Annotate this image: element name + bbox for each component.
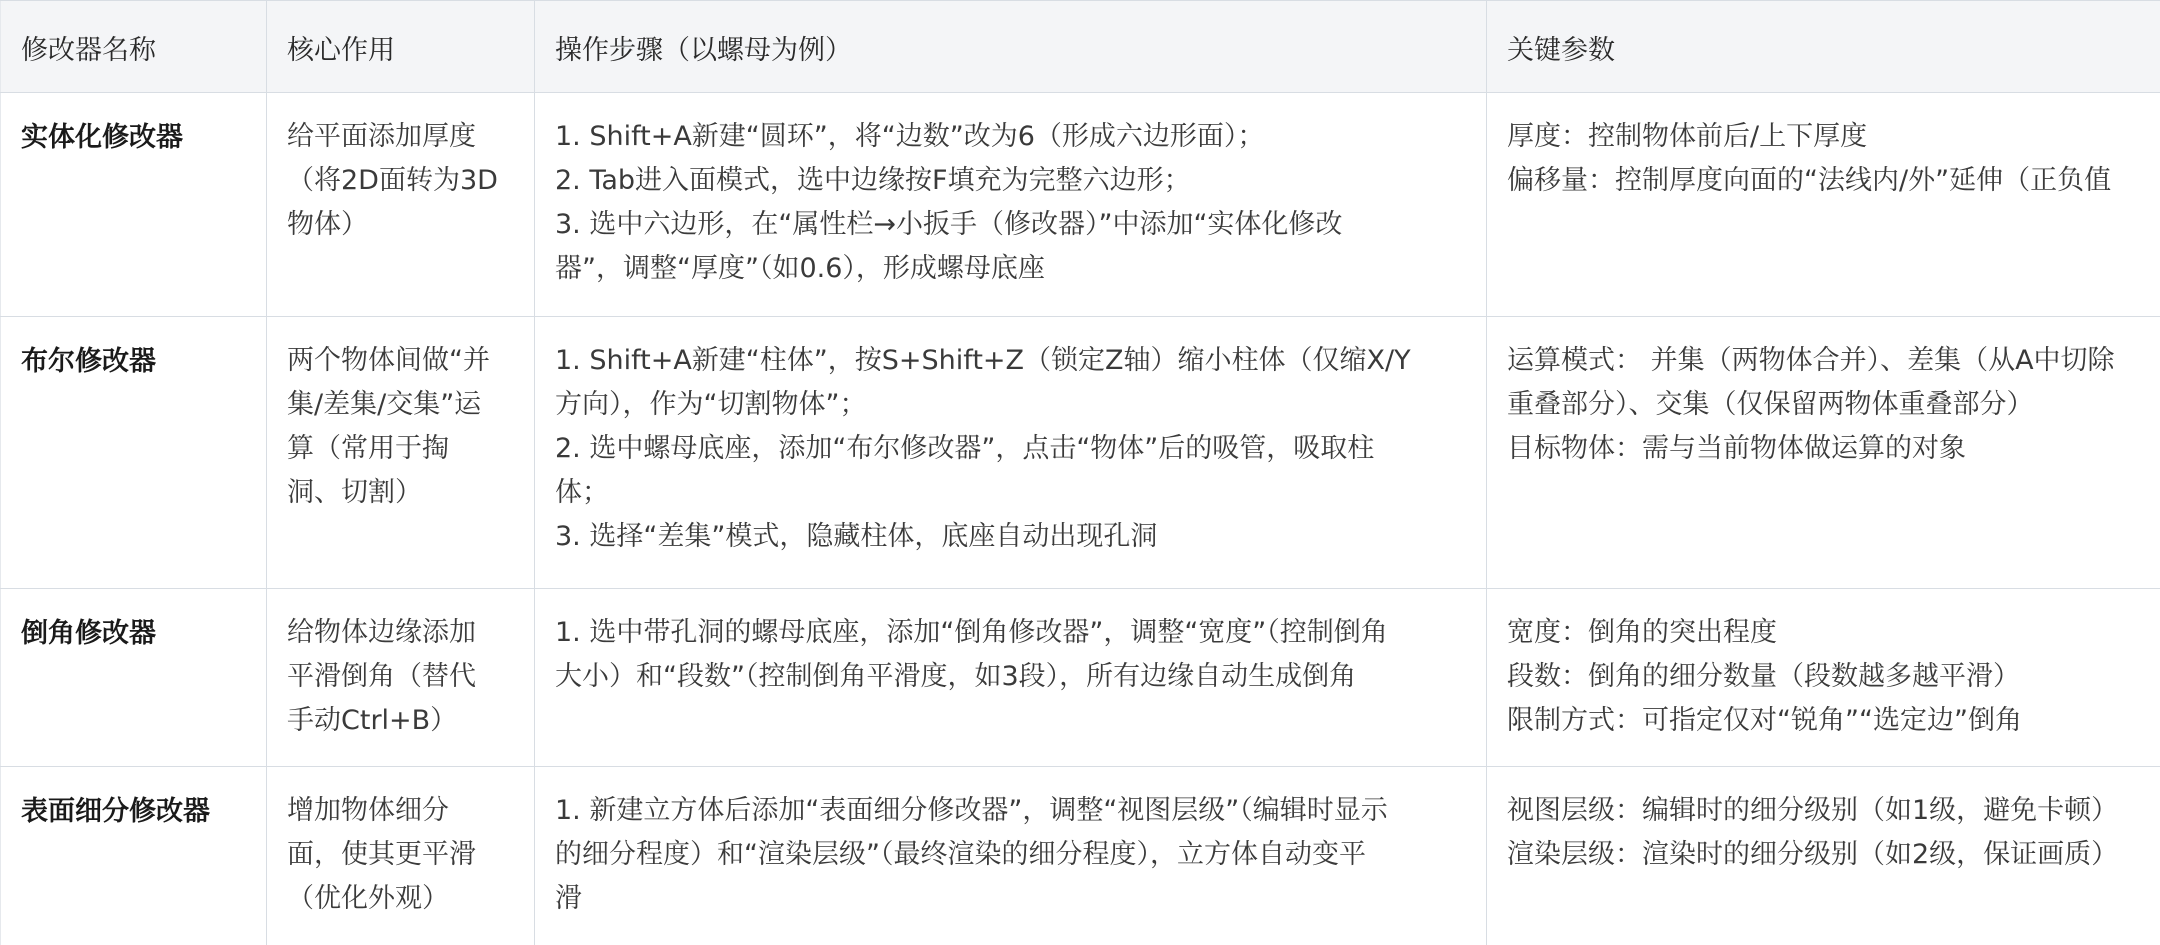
text-line: 方向），作为“切割物体”； xyxy=(555,389,867,420)
core-function-lines xyxy=(287,611,514,743)
text-line: 厚度：控制物体前后/上下厚度 xyxy=(1507,121,1868,152)
core-function-lines xyxy=(287,339,514,515)
text-line: 洞、切割） xyxy=(287,477,422,508)
table-row xyxy=(1,93,2160,317)
key-parameters-lines xyxy=(1507,611,2160,743)
text-line: （优化外观） xyxy=(287,883,449,914)
text-line: 手动Ctrl+B） xyxy=(287,705,458,736)
key-parameters-cell xyxy=(1487,317,2160,589)
core-function-cell xyxy=(267,589,535,767)
modifier-name-cell: 实体化修改器 xyxy=(1,93,267,317)
key-parameters-cell xyxy=(1487,93,2160,317)
header-modifier-name: 修改器名称 xyxy=(1,1,267,93)
core-function-cell xyxy=(267,93,535,317)
text-line: 偏移量：控制厚度向面的“法线内/外”延伸（正负值 xyxy=(1507,165,2112,196)
text-line: 增加物体细分 xyxy=(287,795,449,826)
text-line: 算（常用于掏 xyxy=(287,433,449,464)
text-line: 平滑倒角（替代 xyxy=(287,661,476,692)
operation-steps-lines xyxy=(555,611,1466,699)
text-line: 2. Tab进入面模式，选中边缘按F填充为完整六边形； xyxy=(555,165,1191,196)
table-header xyxy=(1,1,2160,93)
text-line: 1. 选中带孔洞的螺母底座，添加“倒角修改器”，调整“宽度”（控制倒角 xyxy=(555,617,1388,648)
text-line: 重叠部分）、交集（仅保留两物体重叠部分） xyxy=(1507,389,2034,420)
modifier-name-cell: 表面细分修改器 xyxy=(1,767,267,945)
text-line: 限制方式：可指定仅对“锐角”“选定边”倒角 xyxy=(1507,705,2022,736)
operation-steps-cell xyxy=(535,767,1487,945)
key-parameters-lines xyxy=(1507,339,2160,471)
text-line: 器”，调整“厚度”（如0.6），形成螺母底座 xyxy=(555,253,1045,284)
text-line: 运算模式： 并集（两物体合并）、差集（从A中切除 xyxy=(1507,345,2115,376)
operation-steps-lines xyxy=(555,339,1466,559)
text-line: 体； xyxy=(555,477,609,508)
text-line: 2. 选中螺母底座，添加“布尔修改器”，点击“物体”后的吸管，吸取柱 xyxy=(555,433,1375,464)
text-line: 目标物体：需与当前物体做运算的对象 xyxy=(1507,433,1966,464)
text-line: 大小）和“段数”（控制倒角平滑度，如3段），所有边缘自动生成倒角 xyxy=(555,661,1357,692)
table-row xyxy=(1,589,2160,767)
modifier-name-cell: 倒角修改器 xyxy=(1,589,267,767)
core-function-cell xyxy=(267,317,535,589)
text-line: 渲染层级：渲染时的细分级别（如2级，保证画质） xyxy=(1507,839,2119,870)
text-line: 给平面添加厚度 xyxy=(287,121,476,152)
header-key-parameters: 关键参数 xyxy=(1487,1,2160,93)
operation-steps-lines xyxy=(555,789,1466,921)
text-line: 1. Shift+A新建“柱体”，按S+Shift+Z（锁定Z轴）缩小柱体（仅缩X/Y xyxy=(555,345,1411,376)
core-function-lines xyxy=(287,115,514,247)
header-operation-steps: 操作步骤（以螺母为例） xyxy=(535,1,1487,93)
text-line: 给物体边缘添加 xyxy=(287,617,476,648)
header-row xyxy=(1,1,2160,93)
text-line: （将2D面转为3D xyxy=(287,165,498,196)
key-parameters-lines xyxy=(1507,115,2160,203)
text-line: 面，使其更平滑 xyxy=(287,839,476,870)
text-line: 段数：倒角的细分数量（段数越多越平滑） xyxy=(1507,661,2020,692)
key-parameters-lines xyxy=(1507,789,2160,877)
core-function-lines xyxy=(287,789,514,921)
text-line: 滑 xyxy=(555,883,582,914)
text-line: 视图层级：编辑时的细分级别（如1级，避免卡顿） xyxy=(1507,795,2119,826)
modifier-name-cell: 布尔修改器 xyxy=(1,317,267,589)
text-line: 宽度：倒角的突出程度 xyxy=(1507,617,1777,648)
core-function-cell xyxy=(267,767,535,945)
table-row xyxy=(1,317,2160,589)
text-line: 集/差集/交集”运 xyxy=(287,389,482,420)
key-parameters-cell xyxy=(1487,767,2160,945)
table-row xyxy=(1,767,2160,945)
text-line: 两个物体间做“并 xyxy=(287,345,490,376)
key-parameters-cell xyxy=(1487,589,2160,767)
operation-steps-cell xyxy=(535,93,1487,317)
table-body xyxy=(1,93,2160,945)
operation-steps-cell xyxy=(535,589,1487,767)
header-core-function: 核心作用 xyxy=(267,1,535,93)
text-line: 物体） xyxy=(287,209,368,240)
text-line: 3. 选中六边形，在“属性栏→小扳手（修改器）”中添加“实体化修改 xyxy=(555,209,1343,240)
operation-steps-lines xyxy=(555,115,1466,291)
text-line: 3. 选择“差集”模式，隐藏柱体，底座自动出现孔洞 xyxy=(555,521,1158,552)
text-line: 1. Shift+A新建“圆环”，将“边数”改为6（形成六边形面）； xyxy=(555,121,1265,152)
text-line: 1. 新建立方体后添加“表面细分修改器”，调整“视图层级”（编辑时显示 xyxy=(555,795,1388,826)
text-line: 的细分程度）和“渲染层级”（最终渲染的细分程度），立方体自动变平 xyxy=(555,839,1366,870)
operation-steps-cell xyxy=(535,317,1487,589)
